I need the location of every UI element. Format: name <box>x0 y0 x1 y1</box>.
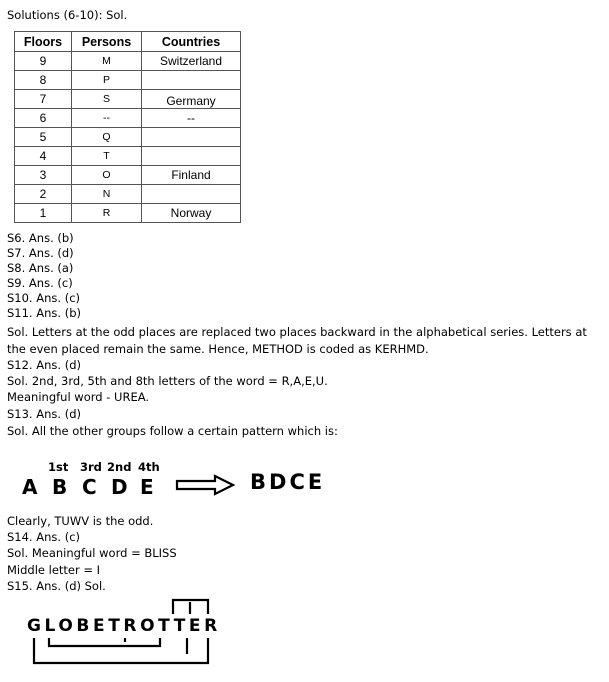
table-row <box>15 204 241 223</box>
country-cell: -- <box>142 109 241 128</box>
answer-s10: S10. Ans. (c) <box>7 291 80 305</box>
position-label: 4th <box>138 460 160 474</box>
column-header-persons: Persons <box>72 32 142 52</box>
answer-s13: S13. Ans. (d) <box>7 407 81 421</box>
table-header-row <box>15 32 241 52</box>
solution-s12-word: Meaningful word - UREA. <box>7 390 150 404</box>
answer-s11: S11. Ans. (b) <box>7 306 81 320</box>
person-cell: R <box>72 204 142 223</box>
sequence-letter: A <box>22 475 38 499</box>
answer-s9: S9. Ans. (c) <box>7 276 73 290</box>
country-cell <box>142 128 241 147</box>
answer-s15: S15. Ans. (d) Sol. <box>7 579 106 593</box>
globetrotter-word: GLOBETROTTER <box>27 616 221 636</box>
floor-cell: 3 <box>15 166 72 185</box>
floor-cell: 6 <box>15 109 72 128</box>
country-cell <box>142 71 241 90</box>
answer-s6: S6. Ans. (b) <box>7 231 74 245</box>
person-cell: O <box>72 166 142 185</box>
person-cell: P <box>72 71 142 90</box>
solution-s11: Sol. Letters at the odd places are replaced two places backward in the alphabetical series. Letters at the even placed remain the same. Hence, METHOD is coded as KERHMD. <box>7 325 587 356</box>
person-cell: S <box>72 90 142 109</box>
solution-s12: Sol. 2nd, 3rd, 5th and 8th letters of the word = R,A,E,U. <box>7 374 328 388</box>
answer-s7: S7. Ans. (d) <box>7 246 74 260</box>
column-header-countries: Countries <box>142 32 241 52</box>
table-row <box>15 52 241 71</box>
floor-cell: 4 <box>15 147 72 166</box>
floors-table <box>14 31 241 223</box>
person-cell: Q <box>72 128 142 147</box>
floor-cell: 8 <box>15 71 72 90</box>
table-row <box>15 109 241 128</box>
table-row <box>15 147 241 166</box>
answer-s12: S12. Ans. (d) <box>7 358 81 372</box>
position-label: 1st <box>48 460 69 474</box>
person-cell: N <box>72 185 142 204</box>
solution-s14: Sol. Meaningful word = BLISS <box>7 546 177 560</box>
country-cell <box>142 185 241 204</box>
country-cell: Germany <box>142 90 241 109</box>
solutions-header: Solutions (6-10): Sol. <box>7 8 128 22</box>
table-row <box>15 185 241 204</box>
person-cell: T <box>72 147 142 166</box>
floor-cell: 9 <box>15 52 72 71</box>
floor-cell: 1 <box>15 204 72 223</box>
pattern-result: BDCE <box>250 470 326 494</box>
person-cell: M <box>72 52 142 71</box>
country-cell: Norway <box>142 204 241 223</box>
solution-s13-odd: Clearly, TUWV is the odd. <box>7 514 154 528</box>
right-arrow-icon <box>175 474 237 496</box>
country-cell: Switzerland <box>142 52 241 71</box>
sequence-letter: B <box>52 475 68 499</box>
country-cell: Finland <box>142 166 241 185</box>
table-row <box>15 71 241 90</box>
floor-cell: 7 <box>15 90 72 109</box>
answer-s14: S14. Ans. (c) <box>7 530 80 544</box>
column-header-floors: Floors <box>15 32 72 52</box>
sequence-letter: E <box>140 475 154 499</box>
sequence-letter: D <box>111 475 128 499</box>
letter-links-diagram <box>25 596 215 668</box>
answer-s8: S8. Ans. (a) <box>7 261 74 275</box>
table-row <box>15 90 241 109</box>
solution-s13: Sol. All the other groups follow a certain pattern which is: <box>7 424 338 438</box>
table-row <box>15 128 241 147</box>
solution-s14-middle: Middle letter = I <box>7 563 101 577</box>
position-label: 3rd <box>80 460 102 474</box>
table-row <box>15 166 241 185</box>
country-cell <box>142 147 241 166</box>
floor-cell: 2 <box>15 185 72 204</box>
position-label: 2nd <box>107 460 132 474</box>
sequence-letter: C <box>82 475 97 499</box>
floor-cell: 5 <box>15 128 72 147</box>
person-cell: -- <box>72 109 142 128</box>
